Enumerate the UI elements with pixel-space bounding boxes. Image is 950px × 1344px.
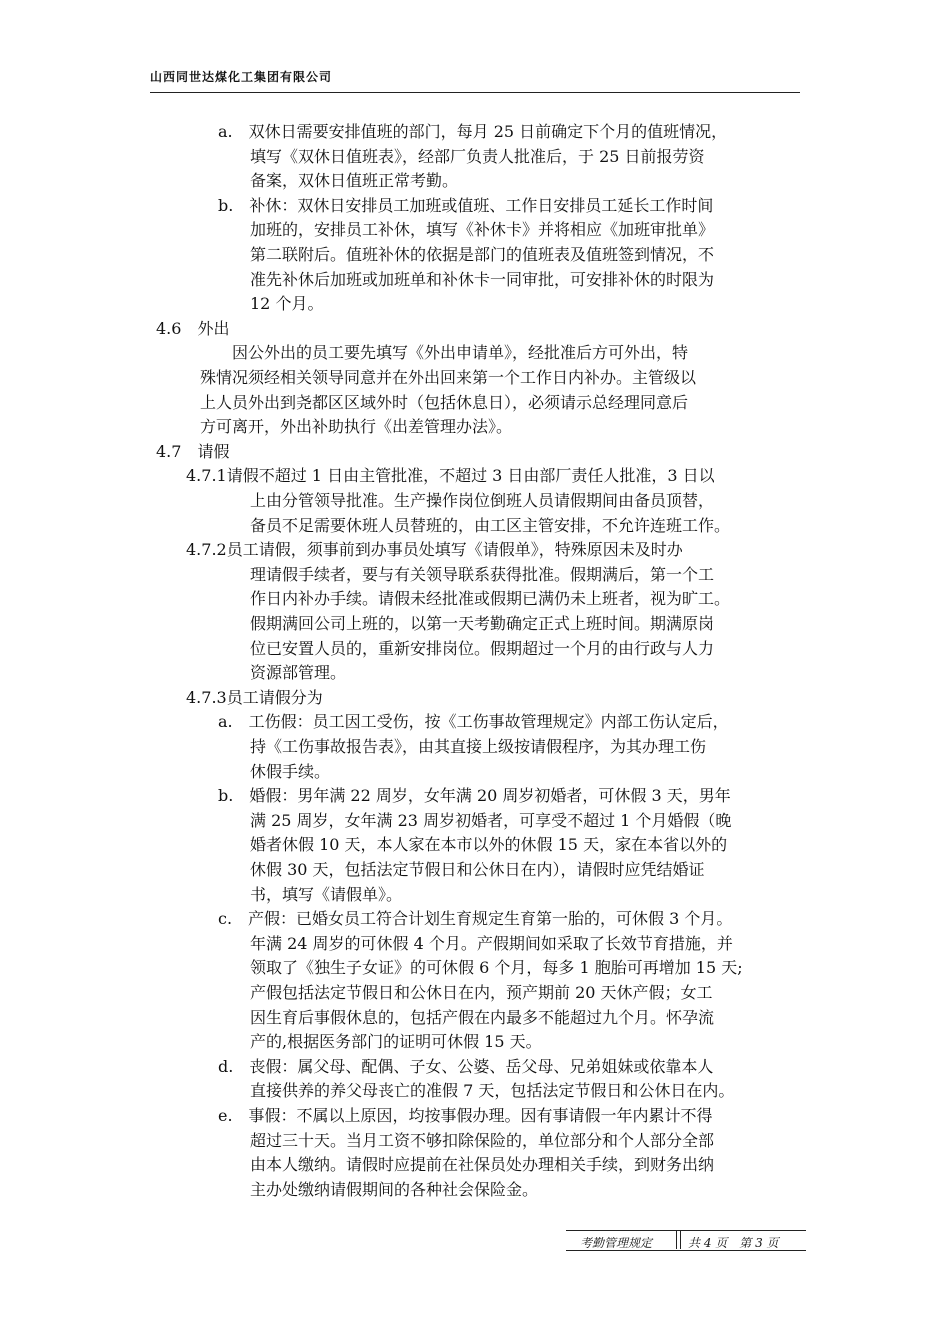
text-line: 年满 24 周岁的可休假 4 个月。产假期间如采取了长效节育措施，并	[250, 933, 733, 953]
text-line: a. 工伤假：员工因工受伤，按《工伤事故管理规定》内部工伤认定后，	[218, 712, 729, 732]
text-line: 书，填写《请假单》。	[250, 884, 403, 904]
footer-rule-bottom	[566, 1250, 806, 1251]
text-line: 第二联附后。值班补休的依据是部门的值班表及值班签到情况，不	[250, 245, 715, 264]
text-line: d. 丧假：属父母、配偶、子女、公婆、岳父母、兄弟姐妹或依靠本人	[218, 1056, 714, 1076]
text-line: 准先补休后加班或加班单和补休卡一同审批，可安排补休的时限为	[250, 269, 715, 289]
text-line: 上由分管领导批准。生产操作岗位倒班人员请假期间由备员顶替，	[250, 491, 715, 510]
header-rule	[150, 92, 800, 93]
text-line: 休假手续。	[250, 761, 331, 781]
text-line: 领取了《独生子女证》的可休假 6 个月，每多 1 胞胎可再增加 15 天;	[250, 958, 743, 978]
text-line: 假期满回公司上班的，以第一天考勤确定正式上班时间。期满原岗	[250, 614, 715, 633]
text-line: b. 婚假：男年满 22 周岁，女年满 20 周岁初婚者，可休假 3 天，男年	[218, 786, 731, 806]
text-line: 4.7 请假	[156, 441, 230, 461]
text-line: e. 事假：不属以上原因，均按事假办理。因有事请假一年内累计不得	[218, 1106, 713, 1125]
text-line: 4.7.2员工请假，须事前到办事员处填写《请假单》，特殊原因未及时办	[186, 540, 683, 560]
text-line: 休假 30 天，包括法定节假日和公休日在内），请假时应凭结婚证	[250, 860, 705, 879]
text-line: 由本人缴纳。请假时应提前在社保员处办理相关手续，到财务出纳	[250, 1155, 715, 1175]
text-line: 12 个月。	[250, 294, 324, 314]
text-line: 备员不足需要休班人员替班的，由工区主管安排，不允许连班工作。	[250, 515, 731, 535]
footer-page-info: 共 4 页 第 3 页	[688, 1236, 779, 1250]
text-line: 主办处缴纳请假期间的各种社会保险金。	[250, 1179, 539, 1199]
text-line: b. 补休：双休日安排员工加班或值班、工作日安排员工延长工作时间	[218, 195, 714, 215]
text-line: c. 产假：已婚女员工符合计划生育规定生育第一胎的，可休假 3 个月。	[218, 909, 733, 929]
text-line: 理请假手续者，要与有关领导联系获得批准。假期满后，第一个工	[250, 564, 715, 584]
footer-doc-title: 考勤管理规定	[580, 1236, 653, 1250]
footer-separator	[676, 1231, 681, 1249]
text-line: 产的,根据医务部门的证明可休假 15 天。	[250, 1032, 542, 1052]
text-line: 产假包括法定节假日和公休日在内，预产期前 20 天休产假；女工	[250, 983, 713, 1002]
text-line: 4.7.1请假不超过 1 日由主管批准，不超过 3 日由部厂责任人批准，3 日以	[186, 466, 715, 486]
text-line: 加班的，安排员工补休，填写《补休卡》并将相应《加班审批单》	[250, 220, 715, 240]
text-line: 作日内补办手续。请假未经批准或假期已满仍未上班者，视为旷工。	[250, 589, 731, 609]
text-line: 持《工伤事故报告表》，由其直接上级按请假程序，为其办理工伤	[250, 737, 707, 756]
text-line: 婚者休假 10 天，本人家在本市以外的休假 15 天，家在本省以外的	[250, 835, 728, 855]
page-footer	[566, 1230, 806, 1252]
text-line: 方可离开，外出补助执行《出差管理办法》。	[200, 417, 513, 437]
text-line: 4.7.3员工请假分为	[186, 687, 323, 707]
text-line: 填写《双休日值班表》，经部厂负责人批准后，于 25 日前报劳资	[250, 146, 705, 166]
text-line: 位已安置人员的，重新安排岗位。假期超过一个月的由行政与人力	[250, 638, 715, 658]
footer-rule-top	[566, 1230, 806, 1231]
text-line: 备案，双休日值班正常考勤。	[250, 171, 459, 191]
company-header: 山西同世达煤化工集团有限公司	[150, 70, 333, 84]
text-line: a. 双休日需要安排值班的部门，每月 25 日前确定下个月的值班情况，	[218, 122, 728, 141]
text-line: 因生育后事假休息的，包括产假在内最多不能超过九个月。怀孕流	[250, 1007, 715, 1027]
text-line: 直接供养的养父母丧亡的准假 7 天，包括法定节假日和公休日在内。	[250, 1081, 735, 1101]
text-line: 资源部管理。	[250, 663, 347, 683]
text-line: 4.6 外出	[156, 318, 230, 338]
text-line: 因公外出的员工要先填写《外出申请单》，经批准后方可外出，特	[232, 343, 689, 363]
text-line: 超过三十天。当月工资不够扣除保险的，单位部分和个人部分全部	[250, 1130, 715, 1150]
text-line: 殊情况须经相关领导同意并在外出回来第一个工作日内补办。主管级以	[200, 368, 697, 387]
text-line: 满 25 周岁，女年满 23 周岁初婚者，可享受不超过 1 个月婚假（晚	[250, 810, 732, 830]
text-line: 上人员外出到尧都区区域外时（包括休息日），必须请示总经理同意后	[200, 392, 689, 412]
